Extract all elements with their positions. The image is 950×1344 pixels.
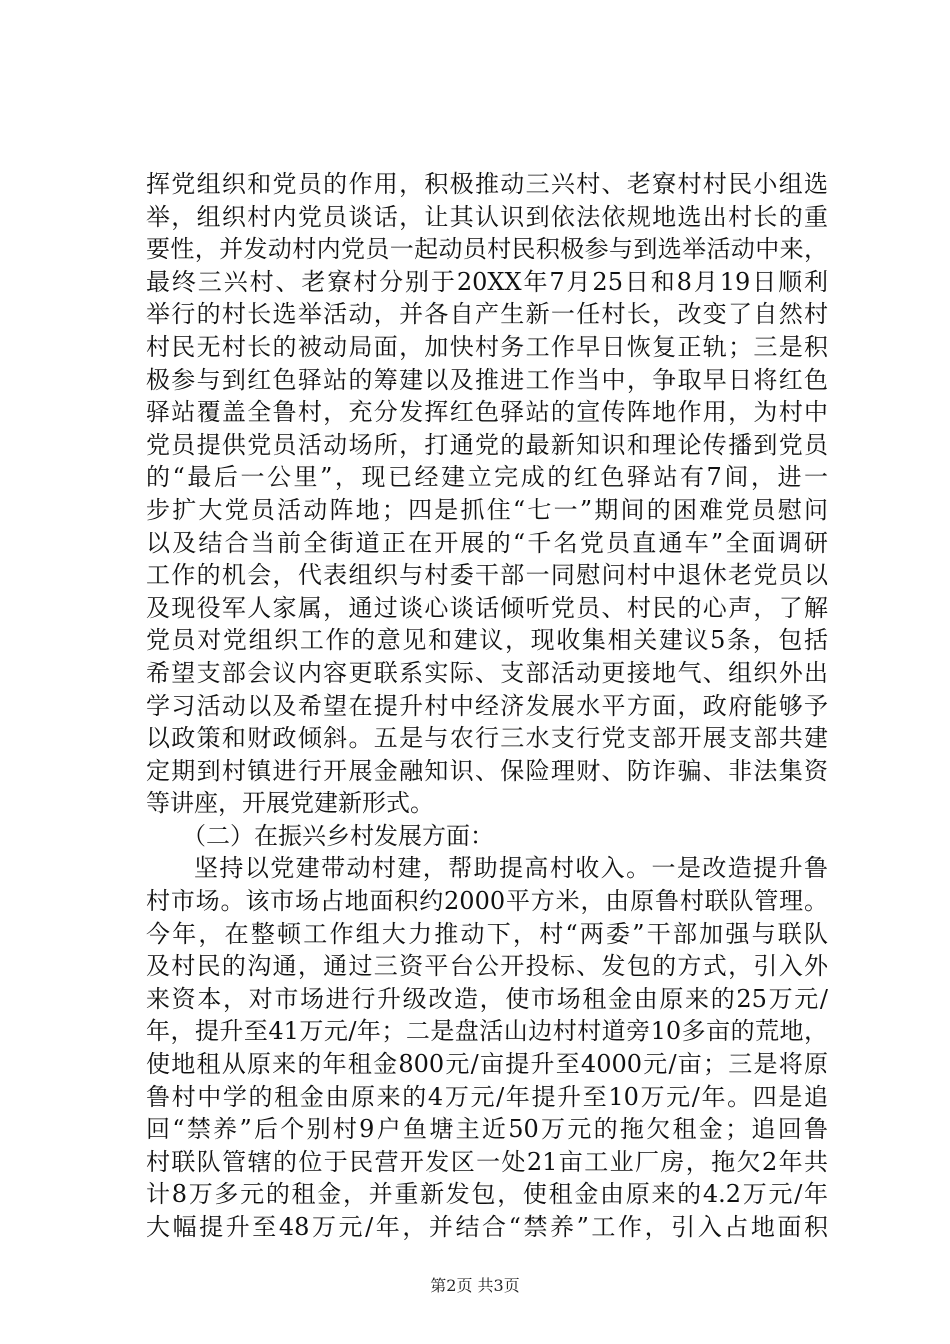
text-line: 计8万多元的租金，并重新发包，使租金由原来的4.2万元/年 (146, 1180, 828, 1209)
text-line: 来资本，对市场进行升级改造，使市场租金由原来的25万元/ (146, 984, 828, 1013)
text-line: 年，提升至41万元/年；二是盘活山边村村道旁10多亩的荒地， (146, 1017, 828, 1046)
text-line: 村联队管辖的位于民营开发区一处21亩工业厂房，拖欠2年共 (146, 1147, 828, 1176)
text-line: 今年，在整顿工作组大力推动下，村“两委”干部加强与联队 (146, 919, 828, 948)
text-line: 驿站覆盖全鲁村，充分发挥红色驿站的宣传阵地作用，为村中 (146, 398, 828, 427)
text-line: 挥党组织和党员的作用，积极推动三兴村、老寮村村民小组选 (146, 170, 828, 198)
text-line: 工作的机会，代表组织与村委干部一同慰问村中退休老党员以 (146, 561, 828, 590)
text-line: 使地租从原来的年租金800元/亩提升至4000元/亩；三是将原 (146, 1050, 828, 1079)
text-line: 回“禁养”后个别村9户鱼塘主近50万元的拖欠租金；追回鲁 (146, 1115, 828, 1144)
text-line: 希望支部会议内容更联系实际、支部活动更接地气、组织外出 (146, 658, 828, 687)
text-line: 学习活动以及希望在提升村中经济发展水平方面，政府能够予 (146, 691, 828, 720)
text-line: 最终三兴村、老寮村分别于20XX年7月25日和8月19日顺利 (146, 267, 828, 296)
document-body (146, 168, 828, 1244)
text-line: 定期到村镇进行开展金融知识、保险理财、防诈骗、非法集资 (146, 756, 828, 785)
text-line: 等讲座，开展党建新形式。 (146, 789, 434, 818)
text-line: 及现役军人家属，通过谈心谈话倾听党员、村民的心声，了解 (146, 593, 828, 622)
text-line: 要性，并发动村内党员一起动员村民积极参与到选举活动中来， (146, 235, 828, 264)
text-line: 大幅提升至48万元/年，并结合“禁养”工作，引入占地面积 (146, 1213, 828, 1241)
text-line: 以及结合当前全街道正在开展的“千名党员直通车”全面调研 (146, 528, 828, 557)
text-line: 举行的村长选举活动，并各自产生新一任村长，改变了自然村 (146, 300, 828, 329)
text-line: 鲁村中学的租金由原来的4万元/年提升至10万元/年。四是追 (146, 1082, 828, 1111)
text-line: 村市场。该市场占地面积约2000平方米，由原鲁村联队管理。 (146, 887, 828, 916)
text-line: 的“最后一公里”，现已经建立完成的红色驿站有7间，进一 (146, 463, 828, 492)
text-line: 坚持以党建带动村建，帮助提高村收入。一是改造提升鲁 (194, 854, 828, 883)
page-footer: 第2页 共3页 (430, 1276, 520, 1295)
text-line: 以政策和财政倾斜。五是与农行三水支行党支部开展支部共建 (146, 724, 828, 753)
section-heading: （二）在振兴乡村发展方面： (182, 821, 494, 850)
text-line: 步扩大党员活动阵地；四是抓住“七一”期间的困难党员慰问 (146, 495, 828, 524)
text-line: 党员提供党员活动场所，打通党的最新知识和理论传播到党员 (146, 430, 828, 459)
text-line: 村民无村长的被动局面，加快村务工作早日恢复正轨；三是积 (146, 332, 828, 361)
text-line: 及村民的沟通，通过三资平台公开投标、发包的方式，引入外 (146, 952, 828, 981)
text-line: 举，组织村内党员谈话，让其认识到依法依规地选出村长的重 (146, 202, 828, 231)
text-line: 党员对党组织工作的意见和建议，现收集相关建议5条，包括 (146, 626, 828, 655)
text-line: 极参与到红色驿站的筹建以及推进工作当中，争取早日将红色 (146, 365, 828, 394)
